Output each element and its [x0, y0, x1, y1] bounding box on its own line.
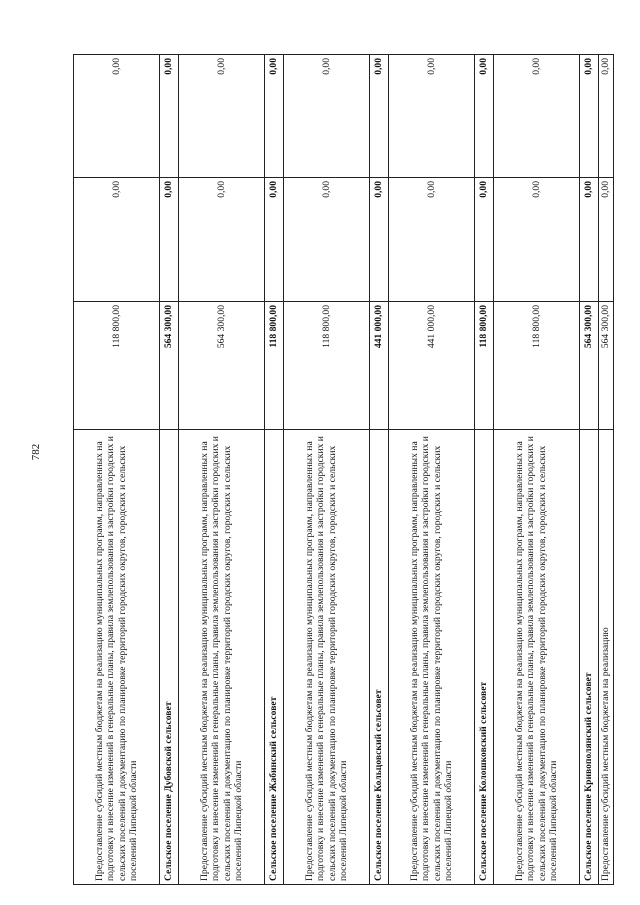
table-row	[370, 55, 389, 885]
row-value-2: 0,00	[265, 178, 284, 302]
row-value-3: 0,00	[370, 55, 389, 178]
row-value-2: 0,00	[74, 178, 160, 302]
row-value-2: 0,00	[599, 178, 614, 302]
row-value-1: 118 800,00	[265, 302, 284, 430]
row-value-1: 441 000,00	[389, 302, 475, 430]
row-value-2: 0,00	[284, 178, 370, 302]
row-value-1: 118 800,00	[475, 302, 494, 430]
row-value-3: 0,00	[284, 55, 370, 178]
table-row	[389, 55, 475, 885]
table-row	[580, 55, 599, 885]
row-value-3: 0,00	[580, 55, 599, 178]
row-value-3: 0,00	[475, 55, 494, 178]
table-row	[284, 55, 370, 885]
table-row	[494, 55, 580, 885]
row-value-1: 441 000,00	[370, 302, 389, 430]
row-value-2: 0,00	[160, 178, 179, 302]
row-value-2: 0,00	[475, 178, 494, 302]
row-value-1: 564 300,00	[179, 302, 265, 430]
row-value-1: 564 300,00	[160, 302, 179, 430]
row-name: Предоставление субсидий местным бюджетам на реализацию муниципальных программ, направленных на подготовку и внесение изменений в генеральные планы, правила землепользования и застройки городских и сельских поселений и документацию по планировке территорий городских округов, городских и сельских поселений Липецкой области	[179, 430, 265, 885]
row-value-3: 0,00	[74, 55, 160, 178]
table-rotated-content	[73, 55, 612, 885]
row-value-3: 0,00	[160, 55, 179, 178]
row-value-3: 0,00	[389, 55, 475, 178]
row-value-1: 564 300,00	[599, 302, 614, 430]
row-value-3: 0,00	[179, 55, 265, 178]
row-value-1: 118 800,00	[494, 302, 580, 430]
table-row	[160, 55, 179, 885]
row-value-2: 0,00	[580, 178, 599, 302]
row-value-1: 564 300,00	[580, 302, 599, 430]
table-row	[179, 55, 265, 885]
table-row	[599, 55, 614, 885]
table-row	[265, 55, 284, 885]
table-row	[475, 55, 494, 885]
row-name: Сельское поселение Дубовской сельсовет	[160, 430, 179, 885]
row-name: Предоставление субсидий местным бюджетам на реализацию муниципальных программ, направленных на подготовку и внесение изменений в генеральные планы, правила землепользования и застройки городских и сельских поселений и документацию по планировке территорий городских округов, городских и сельских поселений Липецкой области	[494, 430, 580, 885]
row-name: Сельское поселение Кривополянский сельсовет	[580, 430, 599, 885]
row-name: Предоставление субсидий местным бюджетам на реализацию муниципальных программ, направленных на подготовку и внесение изменений в генеральные планы, правила землепользования и застройки городских и сельских поселений и документацию по планировке территорий городских округов, городских и сельских поселений Липецкой области	[389, 430, 475, 885]
row-value-2: 0,00	[389, 178, 475, 302]
row-value-2: 0,00	[370, 178, 389, 302]
row-name: Предоставление субсидий местным бюджетам на реализацию муниципальных программ, направленных на подготовку и внесение изменений в генеральные планы, правила землепользования и застройки городских и сельских поселений и документацию по планировке территорий городских округов, городских и сельских поселений Липецкой области	[74, 430, 160, 885]
row-value-3: 0,00	[599, 55, 614, 178]
row-value-3: 0,00	[494, 55, 580, 178]
page-number: 782	[30, 443, 42, 461]
budget-table	[73, 54, 614, 885]
row-value-2: 0,00	[494, 178, 580, 302]
row-value-2: 0,00	[179, 178, 265, 302]
row-value-1: 118 800,00	[284, 302, 370, 430]
table-rotation-frame	[73, 55, 612, 885]
row-name: Предоставление субсидий местным бюджетам на реализацию	[599, 430, 614, 885]
row-value-3: 0,00	[265, 55, 284, 178]
table-row	[74, 55, 160, 885]
row-value-1: 118 800,00	[74, 302, 160, 430]
row-name: Сельское поселение Кольцовский сельсовет	[370, 430, 389, 885]
row-name: Сельское поселение Колошковский сельсовет	[475, 430, 494, 885]
row-name: Сельское поселение Жабинский сельсовет	[265, 430, 284, 885]
row-name: Предоставление субсидий местным бюджетам на реализацию муниципальных программ, направленных на подготовку и внесение изменений в генеральные планы, правила землепользования и застройки городских и сельских поселений и документацию по планировке территорий городских округов, городских и сельских поселений Липецкой области	[284, 430, 370, 885]
